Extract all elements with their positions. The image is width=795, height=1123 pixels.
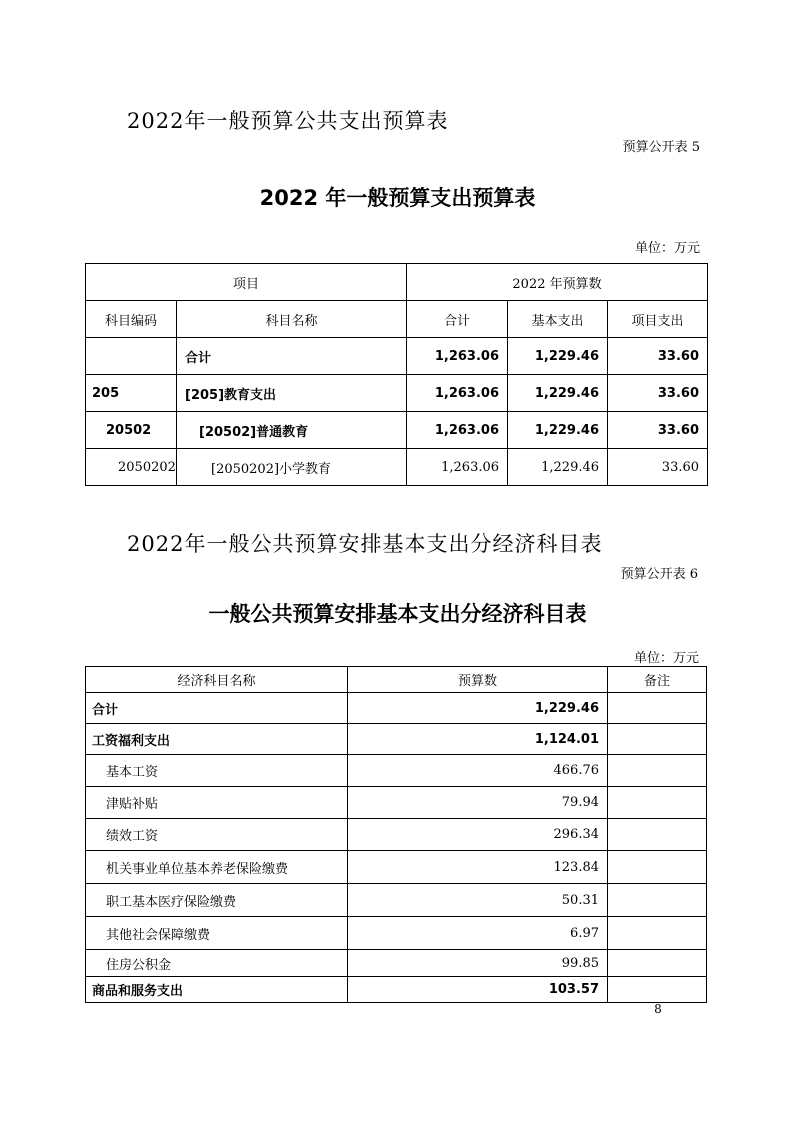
header-project-expense: 项目支出	[608, 301, 708, 338]
row-project: 33.60	[608, 375, 708, 412]
row-budget: 99.85	[348, 950, 608, 977]
row-basic: 1,229.46	[508, 375, 608, 412]
row-name: 机关事业单位基本养老保险缴费	[86, 851, 348, 884]
table-row	[86, 693, 707, 724]
header-budget: 预算数	[348, 667, 608, 693]
section5-table-number: 预算公开表 5	[622, 140, 700, 155]
header-economic-name: 经济科目名称	[86, 667, 348, 693]
row-budget: 103.57	[348, 977, 608, 1003]
row-name: [20502]普通教育	[177, 412, 407, 449]
table-row	[86, 917, 707, 950]
table-row	[86, 884, 707, 917]
row-note	[608, 693, 707, 724]
row-note	[608, 977, 707, 1003]
row-name: 住房公积金	[86, 950, 348, 977]
table-row	[86, 724, 707, 755]
section6-title: 一般公共预算安排基本支出分经济科目表	[208, 602, 587, 626]
row-project: 33.60	[608, 338, 708, 375]
table-row	[86, 819, 707, 851]
table-row	[86, 338, 708, 375]
row-budget: 50.31	[348, 884, 608, 917]
table-row	[86, 851, 707, 884]
row-note	[608, 884, 707, 917]
row-basic: 1,229.46	[508, 338, 608, 375]
row-budget: 1,124.01	[348, 724, 608, 755]
row-total: 1,263.06	[407, 412, 508, 449]
header-total: 合计	[407, 301, 508, 338]
row-code: 20502	[86, 412, 177, 449]
row-total: 1,263.06	[407, 449, 508, 486]
economic-category-table	[85, 666, 707, 1003]
page-number: 8	[654, 1002, 662, 1016]
row-budget: 79.94	[348, 787, 608, 819]
row-budget: 466.76	[348, 755, 608, 787]
row-note	[608, 819, 707, 851]
row-name: 合计	[86, 693, 348, 724]
header-note: 备注	[608, 667, 707, 693]
row-code: 205	[86, 375, 177, 412]
row-code	[86, 338, 177, 375]
section6-heading: 2022年一般公共预算安排基本支出分经济科目表	[127, 532, 603, 556]
row-budget: 1,229.46	[348, 693, 608, 724]
row-name: 绩效工资	[86, 819, 348, 851]
table-row	[86, 412, 708, 449]
table-row	[86, 375, 708, 412]
section6-unit: 单位：万元	[633, 651, 699, 666]
header-code: 科目编码	[86, 301, 177, 338]
table-row	[86, 755, 707, 787]
row-basic: 1,229.46	[508, 449, 608, 486]
section5-unit: 单位：万元	[634, 241, 700, 256]
row-note	[608, 851, 707, 884]
header-name: 科目名称	[177, 301, 407, 338]
table-row	[86, 977, 707, 1003]
row-name: 其他社会保障缴费	[86, 917, 348, 950]
section6-table-number: 预算公开表 6	[620, 567, 698, 582]
row-name: [205]教育支出	[177, 375, 407, 412]
row-total: 1,263.06	[407, 338, 508, 375]
table-row	[86, 449, 708, 486]
header-budget-year: 2022 年预算数	[407, 264, 708, 301]
row-note	[608, 950, 707, 977]
row-basic: 1,229.46	[508, 412, 608, 449]
row-note	[608, 917, 707, 950]
row-total: 1,263.06	[407, 375, 508, 412]
row-project: 33.60	[608, 412, 708, 449]
row-name: 基本工资	[86, 755, 348, 787]
row-name: 商品和服务支出	[86, 977, 348, 1003]
row-name: 工资福利支出	[86, 724, 348, 755]
row-budget: 6.97	[348, 917, 608, 950]
row-project: 33.60	[608, 449, 708, 486]
table-row	[86, 787, 707, 819]
row-code: 2050202	[86, 449, 177, 486]
header-basic: 基本支出	[508, 301, 608, 338]
table-row	[86, 950, 707, 977]
section5-title: 2022 年一般预算支出预算表	[259, 186, 536, 210]
row-note	[608, 755, 707, 787]
row-note	[608, 787, 707, 819]
row-note	[608, 724, 707, 755]
row-budget: 296.34	[348, 819, 608, 851]
header-project: 项目	[86, 264, 407, 301]
row-name: 职工基本医疗保险缴费	[86, 884, 348, 917]
budget-expenditure-table	[85, 263, 708, 486]
row-name: [2050202]小学教育	[177, 449, 407, 486]
row-budget: 123.84	[348, 851, 608, 884]
section5-heading: 2022年一般预算公共支出预算表	[127, 109, 449, 133]
row-name: 津贴补贴	[86, 787, 348, 819]
row-name: 合计	[177, 338, 407, 375]
